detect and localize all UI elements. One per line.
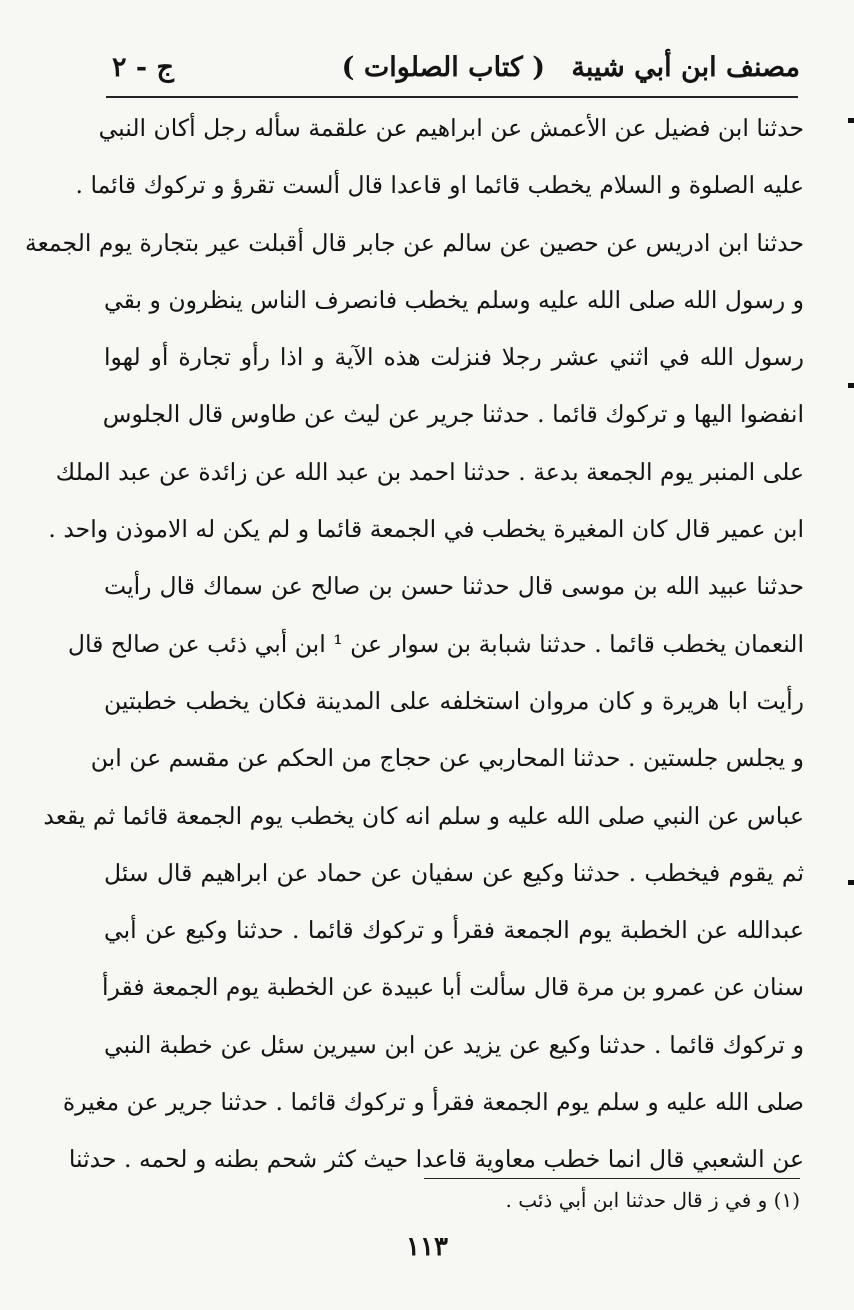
book-title: مصنف ابن أبي شيبة (571, 52, 800, 83)
text-line: عليه الصلوة و السلام يخطب قائما او قاعدا قال ألست تقرؤ و تركوك قائما . (75, 171, 804, 200)
text-line: ثم يقوم فيخطب . حدثنا وكيع عن سفيان عن حماد عن ابراهيم قال سئل (104, 858, 804, 887)
header-rule (106, 96, 798, 98)
running-header (100, 52, 800, 94)
text-line: و رسول الله صلى الله عليه وسلم يخطب فانصرف الناس ينظرون و بقي (104, 285, 804, 314)
text-line: صلى الله عليه و سلم يوم الجمعة فقرأ و تركوك قائما . حدثنا جرير عن مغيرة (62, 1088, 804, 1117)
main-text (25, 100, 804, 1189)
text-line: النعمان يخطب قائما . حدثنا شبابة بن سوار عن ¹ ابن أبي ذئب عن صالح قال (67, 629, 804, 658)
footnote: (١) و في ز قال حدثنا ابن أبي ذئب . (505, 1188, 800, 1212)
text-line: عباس عن النبي صلى الله عليه و سلم انه كان يخطب يوم الجمعة قائما ثم يقعد (43, 801, 804, 830)
text-line: عبدالله عن الخطبة يوم الجمعة فقرأ و تركوك قائما . حدثنا وكيع عن أبي (104, 916, 804, 945)
text-line: و يجلس جلستين . حدثنا المحاربي عن حجاج من الحكم عن مقسم عن ابن (90, 744, 804, 773)
text-line: ابن عمير قال كان المغيرة يخطب في الجمعة قائما و لم يكن له الاموذن واحد . (48, 515, 804, 544)
text-line: رسول الله في اثني عشر رجلا فنزلت هذه الآية و اذا رأو تجارة أو لهوا (104, 343, 804, 372)
text-line: و تركوك قائما . حدثنا وكيع عن يزيد عن ابن سيرين سئل عن خطبة النبي (104, 1030, 804, 1059)
text-line: حدثنا ابن فضيل عن الأعمش عن ابراهيم عن علقمة سأله رجل أكان النبي (98, 114, 804, 142)
text-line: حدثنا ابن ادريس عن حصين عن سالم عن جابر قال أقبلت عير بتجارة يوم الجمعة (25, 228, 804, 257)
text-line: حدثنا عبيد الله بن موسى قال حدثنا حسن بن صالح عن سماك قال رأيت (104, 572, 804, 601)
footnote-rule (424, 1178, 800, 1179)
text-line: على المنبر يوم الجمعة بدعة . حدثنا احمد بن عبد الله عن زائدة عن عبد الملك (55, 457, 804, 486)
text-line: انفضوا اليها و تركوك قائما . حدثنا جرير عن ليث عن طاوس قال الجلوس (102, 400, 804, 429)
text-line: عن الشعبي قال انما خطب معاوية قاعدا حيث كثر شحم بطنه و لحمه . حدثنا (68, 1145, 804, 1174)
section-title: ( كتاب الصلوات ) (341, 52, 545, 83)
volume-number: ج - ٢ (112, 52, 174, 83)
scan-edge-mark (848, 118, 854, 123)
scan-edge-mark (848, 880, 854, 885)
scan-edge-mark (848, 383, 854, 388)
page-number: ١١٣ (406, 1232, 448, 1262)
text-line: سنان عن عمرو بن مرة قال سألت أبا عبيدة عن الخطبة يوم الجمعة فقرأ (101, 973, 804, 1002)
text-line: رأيت ابا هريرة و كان مروان استخلفه على المدينة فكان يخطب خطبتين (104, 686, 804, 715)
